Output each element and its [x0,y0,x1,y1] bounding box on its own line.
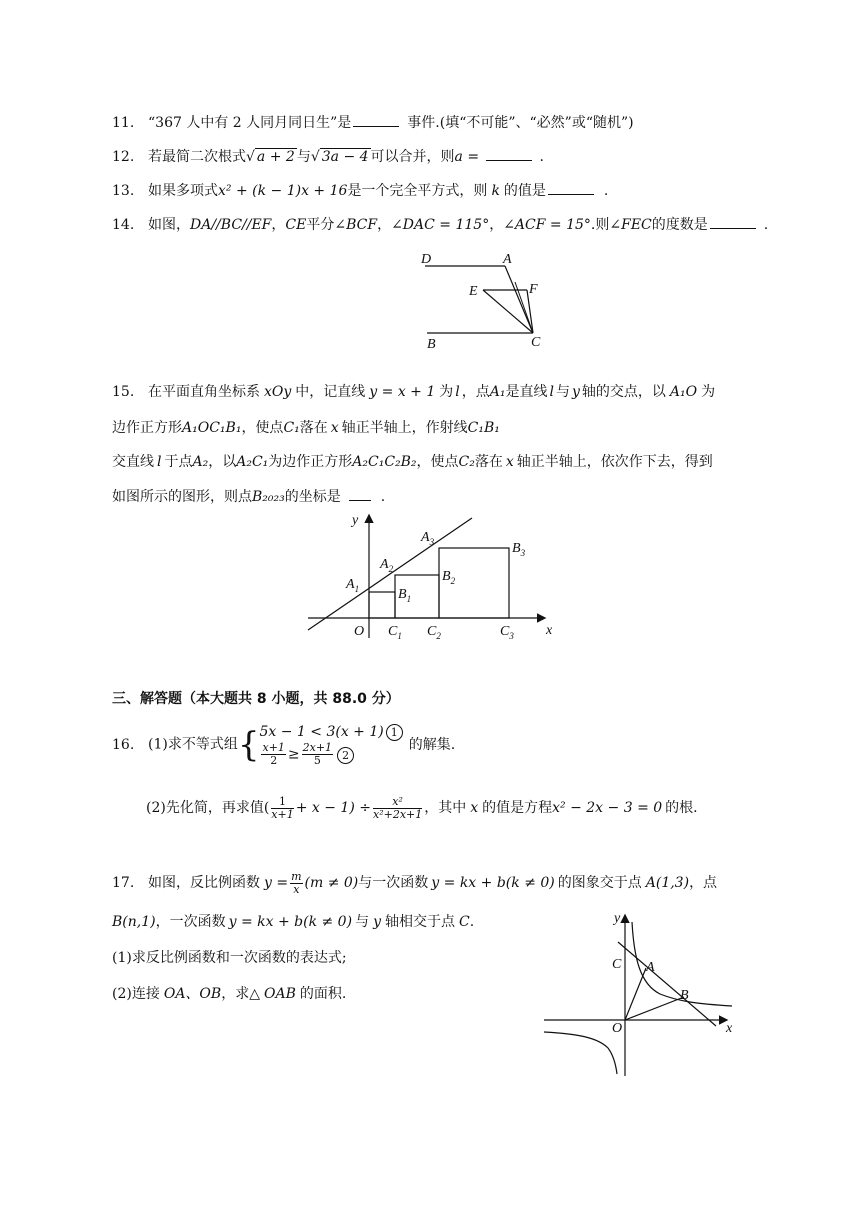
circled-number: 2 [337,747,354,764]
label-a: A [646,960,655,975]
brace: { [237,724,260,765]
question-text: 可以合并，则 [370,149,455,165]
math-expr: B(n,1) [112,914,156,930]
question-text: 如果多项式 [148,183,218,199]
label-f: F [529,282,538,297]
fraction [261,742,285,767]
radicand: a + 2 [256,149,295,165]
denominator: x²+2x+1 [372,807,423,821]
answer-blank[interactable] [349,486,371,501]
question-11 [112,112,634,133]
question-number: 15. [112,384,135,400]
question-text: 的解集. [408,736,456,753]
math-expr: y = [264,875,289,891]
question-13 [112,180,608,201]
label-y: y [614,911,621,926]
math-var: y [373,914,381,930]
label-y: y [352,513,359,528]
math-expr: ∠ACF = 15° [503,217,591,233]
answer-blank[interactable] [486,146,532,161]
fraction [373,796,422,821]
question-text: 若最简二次根式 [148,149,246,165]
circled-number: 1 [386,724,403,741]
math-expr: ∠BCF [334,217,378,233]
math-expr: ∠FEC [609,217,652,233]
geq-sign: ≥ [287,746,300,763]
math-var: l [549,384,554,400]
question-number: 16. [112,736,135,753]
question-number: 14. [112,217,135,233]
math-var: x [470,800,479,816]
math-expr: A₂C₁ [236,454,269,470]
label-c3: $C_3$ [500,624,514,641]
question-text: 是一个完全平方式，则 [347,183,488,199]
math-var: y [571,384,580,400]
math-expr: y = x + 1 [369,384,436,400]
label-c: C [612,957,622,972]
math-expr: x² − 2x − 3 = 0 [552,800,663,816]
numerator: x+1 [262,741,285,754]
question-text: 的面积. [299,986,347,1002]
math-var: A₂ [192,454,209,470]
math-var: x [330,420,339,436]
math-expr: A₂C₁C₂B₂ [352,454,417,470]
label-o: O [612,1021,623,1036]
answer-blank[interactable] [353,112,399,127]
math-expr: A₁O [669,384,698,400]
math-var: C [458,914,470,930]
question-text: 中，记直线 [295,384,366,400]
math-expr: xOy [264,384,292,400]
question-text: “367 人中有 2 人同月同日生”是 [148,115,352,131]
denominator: x [293,882,300,896]
answer-blank[interactable] [710,214,756,229]
numerator: 1 [271,796,293,809]
question-12 [112,146,544,167]
radicand: 3a − 4 [321,149,369,165]
question-text: 为 [439,384,454,400]
question-17-part-1: (1)求反比例函数和一次函数的表达式; [112,950,347,966]
question-text: 的图象交于点 [557,875,642,891]
period: . [469,914,475,930]
question-14 [112,214,768,235]
label-b2: $B_2$ [442,569,456,586]
question-text: 平分 [306,217,335,233]
math-expr: CE [285,217,307,233]
question-text: 的值是方程 [482,800,553,816]
question-text: 轴正半轴上，作射线 [341,420,468,436]
question-text: 的坐标是 [284,489,341,505]
fraction [290,871,302,896]
punct: ， [271,217,286,233]
math-var: k [491,183,500,199]
label-a: A [503,252,512,267]
question-text: 如图所示的图形，则点 [112,489,252,505]
math-expr: x² + (k − 1)x + 16 [218,183,348,199]
question-number: 11. [112,115,135,131]
question-text: 如图， [148,217,190,233]
question-text: 与一次函数 [358,875,429,891]
question-17-part-2 [112,984,346,1004]
question-text: 如图，反比例函数 [148,875,260,891]
math-expr: DA//BC//EF [190,217,272,233]
label-c1: $C_1$ [388,624,402,641]
math-expr: C₁B₁ [467,420,500,436]
inequality-system [259,722,402,767]
question-text: ，以 [208,454,237,470]
hyperbola-branch-2 [544,1032,617,1074]
question-text: 是直线 [505,384,548,400]
question-text: 边作正方形 [112,420,182,436]
question-text: ，点 [689,875,718,891]
math-expr: A₁OC₁B₁ [182,420,242,436]
math-expr: OAB [263,986,296,1002]
period: . [763,217,769,233]
period: . [603,183,609,199]
sqrt-sign: √ [246,149,255,165]
question-text: 于点 [164,454,193,470]
question-text: 轴正半轴上，依次作下去，得到 [516,454,713,470]
denominator: x+1 [271,807,294,821]
numerator: m [291,869,302,883]
label-o: O [354,624,365,639]
math-expr: y = kx + b(k ≠ 0) [431,875,555,891]
label-c: C [531,335,541,350]
question-text: ，一次函数 [155,914,226,930]
punct: ， [489,217,504,233]
question-text: 轴相交于点 [384,914,455,930]
question-number: 12. [112,149,135,165]
period: . [380,489,386,505]
punct: ， [377,217,392,233]
answer-blank[interactable] [548,180,594,195]
question-15-line-1 [112,382,715,402]
question-number: 17. [112,875,135,891]
question-text: 与 [355,914,370,930]
math-expr: OA、OB [163,986,222,1002]
square-1 [369,592,395,618]
math-var: l [157,454,162,470]
question-text: ，使点 [241,420,284,436]
question-text: 与 [296,149,311,165]
question-text: ，求△ [221,986,260,1002]
label-a2: $A_2$ [380,557,394,574]
question-text: 在平面直角坐标系 [148,384,260,400]
label-c2: $C_2$ [427,624,441,641]
label-a1: $A_1$ [346,577,360,594]
label-d: D [421,252,432,267]
question-15-line-4 [112,486,385,507]
section-heading: 三、解答题（本大题共 8 小题，共 88.0 分） [112,691,400,707]
segment-oa [625,968,646,1020]
question-16-part-1 [112,722,455,767]
math-expr: (m ≠ 0) [304,875,359,891]
label-b: B [680,988,689,1003]
question-15-line-2 [112,418,500,438]
question-text: ，点 [461,384,490,400]
question-text: 交直线 [112,454,154,470]
question-text: 的值是 [503,183,546,199]
math-var: l [455,384,460,400]
question-16-part-2 [146,790,698,826]
question-text: 的度数是 [651,217,708,233]
question-text: ，其中 [424,800,467,816]
segment-ob [625,997,684,1020]
question-text: (2)连接 [112,986,160,1002]
math-expr: A(1,3) [645,875,690,891]
q15-figure [300,508,565,648]
question-number: 13. [112,183,135,199]
math-var: C₂ [458,454,475,470]
math-expr: y = kx + b(k ≠ 0) [228,914,353,930]
math-var: C₁ [283,420,300,436]
question-15-line-3 [112,452,713,472]
question-text: 事件.(填“不可能”、“必然”或“随机”) [407,115,634,131]
q14-figure [415,250,555,350]
question-text: 为 [701,384,716,400]
fraction [302,742,333,767]
question-text: 的根. [665,800,698,816]
question-text: 轴的交点，以 [581,384,666,400]
question-text: 落在 [299,420,328,436]
period: . [539,149,544,165]
label-x: x [546,623,553,638]
question-text: 为边作正方形 [268,454,353,470]
label-b3: $B_3$ [512,541,526,558]
numerator: 2x+1 [302,741,333,754]
math-var: A₁ [489,384,506,400]
question-text: (2)先化简，再求值( [146,800,270,816]
q17-figure [540,908,740,1080]
line-ab [618,942,716,1026]
numerator: x² [373,796,422,809]
label-e: E [469,284,478,299]
fraction [271,796,293,821]
denominator: 2 [270,754,278,767]
question-17-line-2 [112,912,474,932]
question-text: .则 [590,217,610,233]
question-text: 落在 [474,454,503,470]
question-text: ，使点 [416,454,459,470]
label-a3: $A_3$ [421,530,435,547]
label-x: x [726,1021,733,1036]
denominator: 5 [313,754,321,767]
math-var: x [505,454,514,470]
label-b: B [427,337,436,352]
math-expr: ∠DAC = 115° [391,217,490,233]
sqrt-sign: √ [310,149,320,165]
math-var: B₂₀₂₃ [252,489,285,505]
math-expr: + x − 1) ÷ [295,800,371,816]
question-text: (1)求不等式组 [148,736,238,753]
math-var: a [454,149,463,165]
equals: = [462,149,484,165]
inequality-1: 5x − 1 < 3(x + 1) [259,724,384,740]
label-b1: $B_1$ [398,587,412,604]
question-text: 与 [555,384,570,400]
question-17-line-1 [112,866,717,900]
